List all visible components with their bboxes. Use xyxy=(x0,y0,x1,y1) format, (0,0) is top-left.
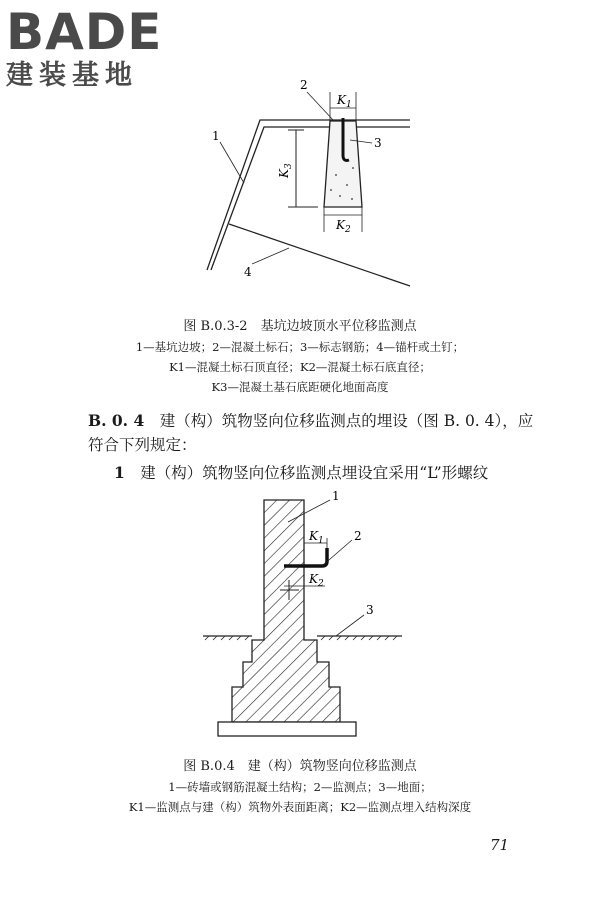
figure2-legend-2: K1—监测点与建（构）筑物外表面距离；K2—监测点埋入结构深度 xyxy=(128,800,472,814)
logo-wordmark: BADE xyxy=(6,3,163,61)
clause-b04 xyxy=(88,410,533,432)
label2-k2: $K_2$ xyxy=(309,572,324,589)
label-k2: $K_2$ xyxy=(336,218,351,235)
clause-text: 建（构）筑物竖向位移监测点的埋设（图 B. 0. 4），应 xyxy=(144,412,534,430)
label-k1: $K_1$ xyxy=(337,93,352,110)
page-number: 71 xyxy=(490,836,510,854)
anchor-rod xyxy=(229,224,410,286)
label2-k1: $K_1$ xyxy=(309,529,324,546)
label-2: 2 xyxy=(300,78,308,92)
label2-2: 2 xyxy=(354,529,362,543)
item-number: 1 xyxy=(114,463,125,482)
figure1-legend-3: K3—混凝土基石底距硬化地面高度 xyxy=(211,380,389,394)
figure1-legend-2: K1—混凝土标石顶直径；K2—混凝土标石底直径； xyxy=(169,360,431,374)
wall-foundation xyxy=(232,500,340,722)
label-3: 3 xyxy=(374,136,382,150)
figure-building-vertical-point xyxy=(0,490,600,740)
item-text: 建（构）筑物竖向位移监测点埋设宜采用“L”形螺纹 xyxy=(124,464,489,482)
logo-subtitle: 建装基地 xyxy=(6,60,138,91)
figure1-legend-1: 1—基坑边坡；2—混凝土标石；3—标志钢筋；4—锚杆或土钉； xyxy=(135,340,465,354)
clause-b04-cont: 符合下列规定： xyxy=(88,436,197,454)
clause-number: B. 0. 4 xyxy=(88,411,145,430)
figure2-caption: 图 B.0.4 建（构）筑物竖向位移监测点 xyxy=(183,759,417,774)
label2-3: 3 xyxy=(366,603,374,617)
label-4: 4 xyxy=(244,265,252,279)
base-slab xyxy=(218,722,356,736)
label2-1: 1 xyxy=(332,490,340,503)
figure1-caption: 图 B.0.3-2 基坑边坡顶水平位移监测点 xyxy=(183,319,417,334)
label-k3: $K_3$ xyxy=(277,163,294,178)
figure2-legend-1: 1—砖墙或钢筋混凝土结构；2—监测点；3—地面； xyxy=(168,780,432,794)
item-1 xyxy=(114,462,488,484)
label-1: 1 xyxy=(212,129,220,143)
